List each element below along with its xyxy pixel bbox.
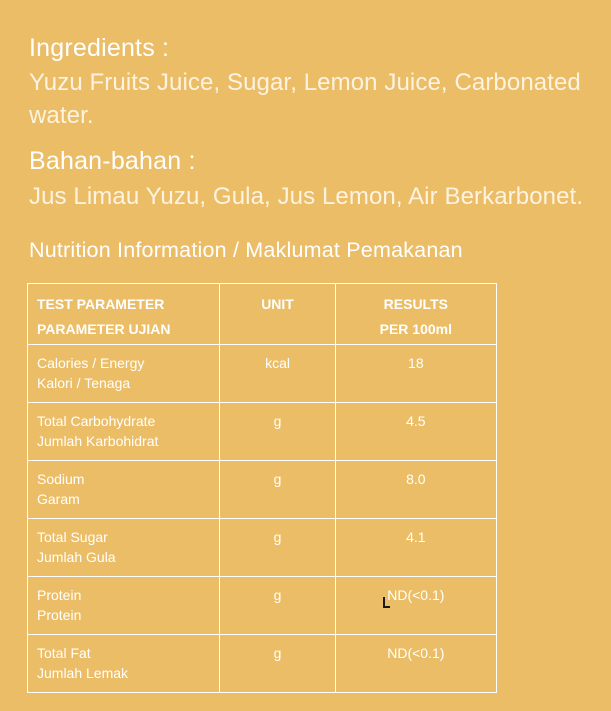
header-unit: UNIT <box>220 284 335 345</box>
row-value: 8.0 <box>335 461 496 519</box>
row-unit: g <box>220 519 335 577</box>
row-unit: g <box>220 577 335 635</box>
parameter-my: Jumlah Gula <box>37 549 116 565</box>
row-value: ND(<0.1) <box>335 635 496 693</box>
table-row <box>28 461 497 519</box>
parameter-my: Garam <box>37 491 80 507</box>
header-param-my: PARAMETER UJIAN <box>37 321 171 337</box>
row-unit: kcal <box>220 345 335 403</box>
nutrition-heading: Nutrition Information / Maklumat Pemakanan <box>29 238 463 262</box>
parameter-en: Total Fat <box>37 645 91 661</box>
bahan-heading: Bahan-bahan : <box>29 147 196 175</box>
row-parameter <box>28 345 220 403</box>
row-parameter <box>28 635 220 693</box>
row-value: 4.5 <box>335 403 496 461</box>
parameter-my: Jumlah Lemak <box>37 665 129 681</box>
text-cursor-icon <box>383 597 391 608</box>
parameter-en: Protein <box>37 587 82 603</box>
parameter-en: Total Carbohydrate <box>37 413 156 429</box>
row-unit: g <box>220 635 335 693</box>
table-row <box>28 345 497 403</box>
ingredients-heading: Ingredients : <box>29 34 170 62</box>
table-row <box>28 577 497 635</box>
parameter-my: Jumlah Karbohidrat <box>37 433 159 449</box>
table-row <box>28 635 497 693</box>
parameter-en: Calories / Energy <box>37 355 145 371</box>
nutrition-table <box>27 283 497 693</box>
header-test-parameter <box>28 284 220 345</box>
header-param-en: TEST PARAMETER <box>37 296 165 312</box>
header-results-line1: RESULTS <box>383 296 448 312</box>
parameter-en: Total Sugar <box>37 529 108 545</box>
row-parameter <box>28 519 220 577</box>
header-results <box>335 284 496 345</box>
row-parameter <box>28 577 220 635</box>
header-results-line2: PER 100ml <box>379 321 452 337</box>
ingredients-text: Yuzu Fruits Juice, Sugar, Lemon Juice, Carbonated water. <box>29 69 581 129</box>
table-row <box>28 519 497 577</box>
parameter-en: Sodium <box>37 471 85 487</box>
row-parameter <box>28 461 220 519</box>
table-row <box>28 403 497 461</box>
row-parameter <box>28 403 220 461</box>
bahan-text: Jus Limau Yuzu, Gula, Jus Lemon, Air Berkarbonet. <box>29 183 584 210</box>
table-header-row <box>28 284 497 345</box>
row-unit: g <box>220 461 335 519</box>
row-value: ND(<0.1) <box>335 577 496 635</box>
row-value: 4.1 <box>335 519 496 577</box>
parameter-my: Kalori / Tenaga <box>37 375 131 391</box>
parameter-my: Protein <box>37 607 82 623</box>
row-value: 18 <box>335 345 496 403</box>
row-unit: g <box>220 403 335 461</box>
